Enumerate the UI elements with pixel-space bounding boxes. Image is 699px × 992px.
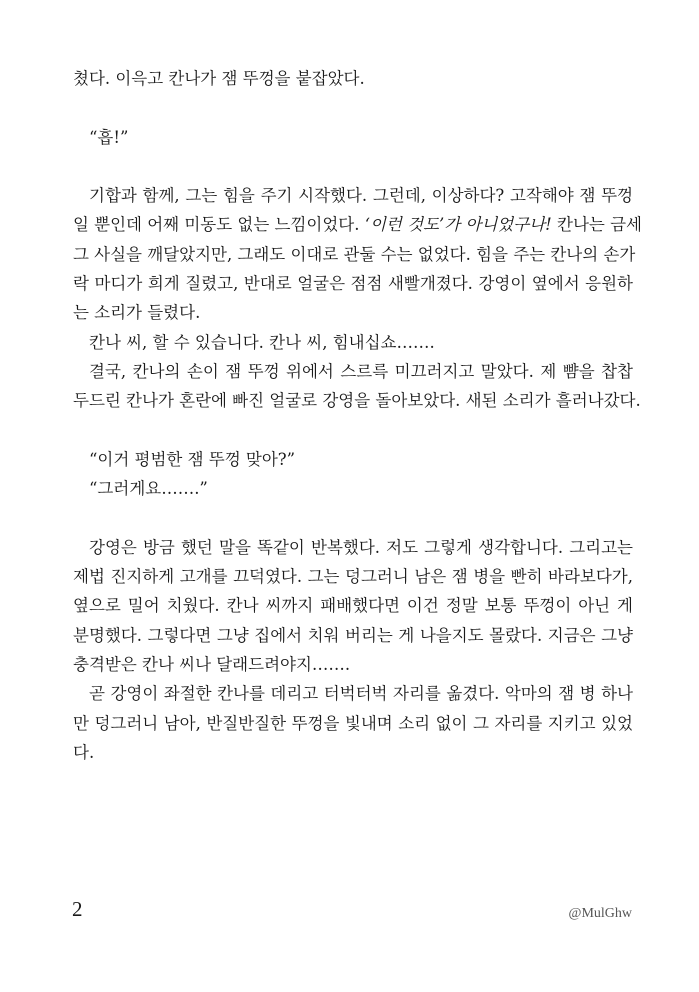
text-span: 일 뿐인데 어째 미동도 없는 느낌이었다.	[73, 215, 365, 235]
paragraph-gap	[73, 152, 633, 181]
dialogue-line: “흡!”	[89, 127, 129, 147]
paragraph	[73, 533, 633, 679]
text-line: 옆으로 밀어 치웠다. 칸나 씨까지 패배했다면 이건 정말 보통 뚜껑이 아닌 게	[73, 596, 633, 616]
paragraph	[73, 679, 633, 767]
text-line: 기합과 함께, 그는 힘을 주기 시작했다. 그런데, 이상하다? 고작해야 잼 뚜껑	[89, 186, 633, 206]
text-span: 칸나는 금세	[551, 215, 642, 235]
italic-thought: ‘이런 것도’가 아니었구나!	[364, 215, 552, 235]
text-line: 락 마디가 희게 질렸고, 반대로 얼굴은 점점 새빨개졌다. 강영이 옆에서 응원하	[73, 274, 633, 294]
paragraph	[73, 181, 642, 327]
text-line: 만 덩그러니 남아, 반질반질한 뚜껑을 빛내며 소리 없이 그 자리를 지키고 있었	[73, 713, 633, 733]
author-credit: @MulGhw	[568, 906, 632, 921]
text-line: 제법 진지하게 고개를 끄덕였다. 그는 덩그러니 남은 잼 병을 빤히 바라보다가,	[73, 567, 633, 587]
text-line: 쳤다. 이윽고 칸나가 잼 뚜껑을 붙잡았다.	[73, 69, 365, 88]
paragraph-gap	[73, 503, 633, 532]
page-number: 2	[72, 897, 83, 921]
document-body	[73, 64, 642, 767]
text-line: 그 사실을 깨달았지만, 그래도 이대로 관둘 수는 없었다. 힘을 주는 칸나의 손가	[73, 244, 636, 264]
text-line: 다.	[73, 742, 95, 762]
text-line: 결국, 칸나의 손이 잼 뚜껑 위에서 스르륵 미끄러지고 말았다. 제 뺨을 찹찹	[89, 361, 633, 381]
text-line: 는 소리가 들렸다.	[73, 303, 201, 323]
text-line: 강영은 방금 했던 말을 똑같이 반복했다. 저도 그렇게 생각합니다. 그리고는	[89, 537, 633, 557]
text-line: 두드린 칸나가 혼란에 빠진 얼굴로 강영을 돌아보았다. 새된 소리가 흘러나갔다.	[73, 391, 641, 411]
dialogue-line: “이거 평범한 잼 뚜껑 맞아?”	[89, 449, 296, 469]
text-line: 곧 강영이 좌절한 칸나를 데리고 터벅터벅 자리를 옮겼다. 악마의 잼 병 하나	[89, 684, 633, 704]
dialogue-line: “그러게요…….”	[89, 479, 208, 499]
text-line: 분명했다. 그렇다면 그냥 집에서 치워 버리는 게 나을지도 몰랐다. 지금은 그냥	[73, 625, 633, 645]
text-line: 충격받은 칸나 씨나 달래드려야지…….	[73, 654, 351, 674]
text-line: 칸나 씨, 할 수 있습니다. 칸나 씨, 힘내십쇼…….	[89, 332, 435, 352]
paragraph-gap	[73, 93, 633, 122]
paragraph-gap	[73, 416, 633, 445]
text-line	[73, 210, 642, 239]
paragraph	[73, 357, 641, 416]
